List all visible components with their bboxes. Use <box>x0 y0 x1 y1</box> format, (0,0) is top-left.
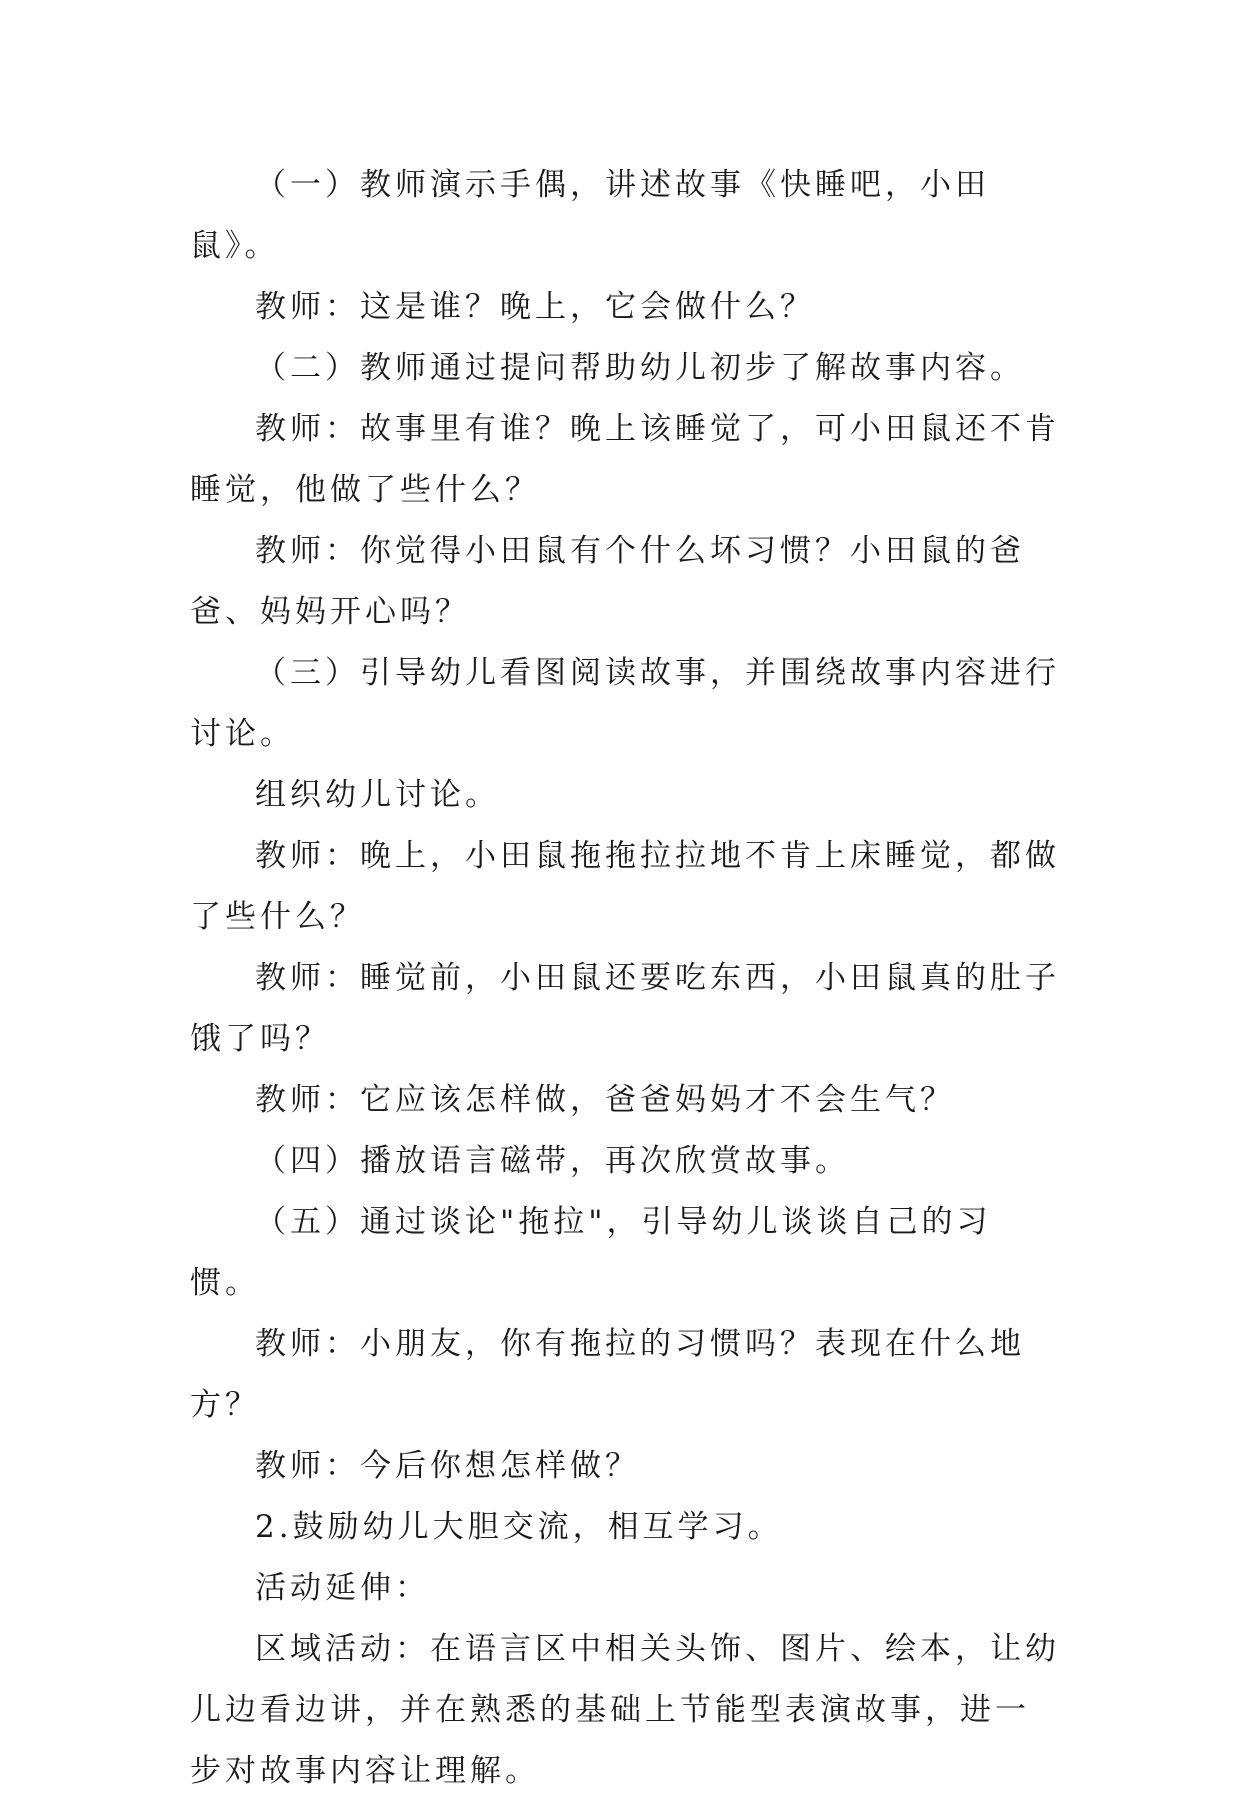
document-body <box>190 155 1060 1802</box>
paragraph-teacher-question-4: 教师：晚上，小田鼠拖拖拉拉地不肯上床睡觉，都做了些什么？ <box>190 838 1060 935</box>
paragraph-activity-2: （二）教师通过提问帮助幼儿初步了解故事内容。 <box>255 350 1025 386</box>
paragraph-teacher-question-8: 教师：今后你想怎样做？ <box>255 1448 640 1484</box>
paragraph-teacher-question-2: 教师：故事里有谁？晚上该睡觉了，可小田鼠还不肯睡觉，他做了些什么？ <box>190 411 1060 508</box>
paragraph-teacher-question-6: 教师：它应该怎样做，爸爸妈妈才不会生气？ <box>255 1082 955 1118</box>
paragraph-teacher-question-3: 教师：你觉得小田鼠有个什么坏习惯？小田鼠的爸爸、妈妈开心吗？ <box>190 533 1025 630</box>
paragraph-activity-5: （五）通过谈论"拖拉"，引导幼儿谈谈自己的习惯。 <box>190 1204 992 1301</box>
paragraph-teacher-question-7: 教师：小朋友，你有拖拉的习惯吗？表现在什么地方？ <box>190 1326 1025 1423</box>
paragraph-discussion: 组织幼儿讨论。 <box>255 777 500 813</box>
paragraph-teacher-question-1: 教师：这是谁？晚上，它会做什么？ <box>255 289 815 325</box>
paragraph-activity-1: （一）教师演示手偶，讲述故事《快睡吧，小田鼠》。 <box>190 167 990 264</box>
paragraph-area-activity: 区域活动：在语言区中相关头饰、图片、绘本，让幼儿边看边讲，并在熟悉的基础上节能型表演故事，进一步对故事内容让理解。 <box>190 1631 1060 1789</box>
paragraph-activity-4: （四）播放语言磁带，再次欣赏故事。 <box>255 1143 850 1179</box>
paragraph-extension-heading: 活动延伸： <box>255 1570 430 1606</box>
paragraph-step-2: 2.鼓励幼儿大胆交流，相互学习。 <box>255 1509 783 1545</box>
paragraph-teacher-question-5: 教师：睡觉前，小田鼠还要吃东西，小田鼠真的肚子饿了吗？ <box>190 960 1060 1057</box>
paragraph-activity-3: （三）引导幼儿看图阅读故事，并围绕故事内容进行讨论。 <box>190 655 1060 752</box>
